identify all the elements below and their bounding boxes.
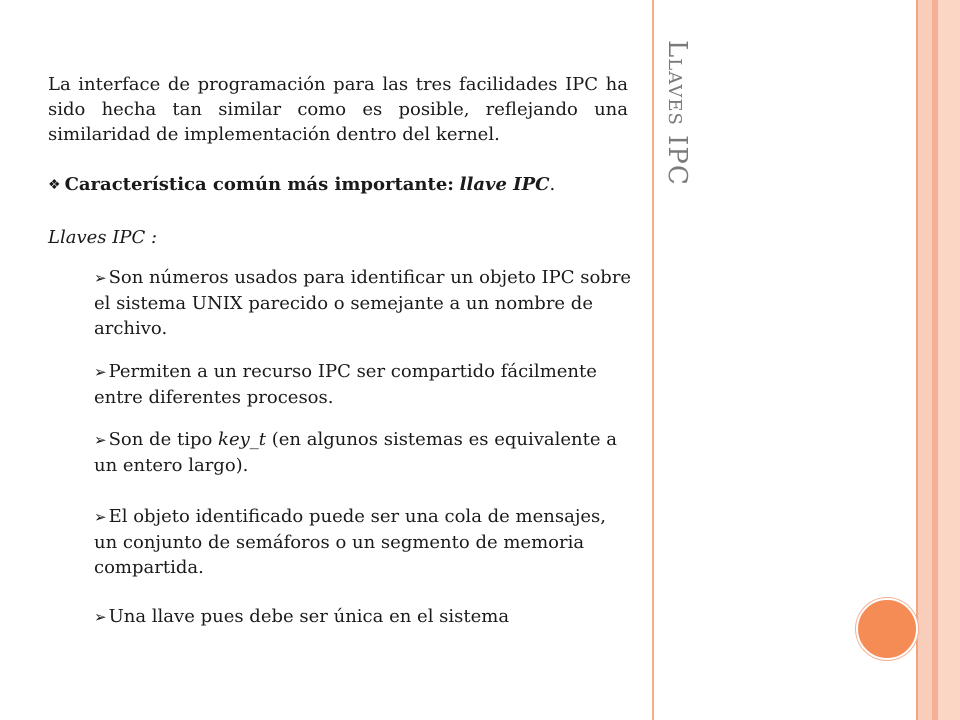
bullet-item-5	[94, 604, 634, 630]
llaves-heading: Llaves IPC :	[48, 227, 158, 248]
bullet-item-3	[94, 427, 634, 478]
bullet-text-post: (en algunos sistemas es equivalente a un entero largo).	[94, 429, 617, 476]
decor-circle	[856, 598, 918, 660]
arrow-bullet-icon: ➢	[94, 608, 107, 626]
intro-paragraph: La interface de programación para las tres facilidades IPC ha sido hecha tan similar como es posible, reflejando una similaridad de implementación dentro del kernel.	[48, 74, 628, 145]
panel-divider	[652, 0, 654, 720]
arrow-bullet-icon: ➢	[94, 508, 107, 526]
key-feature-label: Característica común más importante:	[64, 174, 454, 195]
diamond-bullet-icon: ❖	[48, 177, 61, 193]
bullet-text: Permiten a un recurso IPC ser compartido fácilmente entre diferentes procesos.	[94, 361, 597, 408]
arrow-bullet-icon: ➢	[94, 431, 107, 449]
key-feature-line	[48, 174, 555, 195]
key-feature-value: llave IPC	[459, 174, 550, 195]
arrow-bullet-icon: ➢	[94, 363, 107, 381]
bullet-text: Son números usados para identificar un objeto IPC sobre el sistema UNIX parecido o semejante a un nombre de archivo.	[94, 267, 632, 339]
key-feature-end: .	[549, 174, 556, 195]
slide-body	[48, 72, 628, 147]
bullet-text: El objeto identificado puede ser una cola de mensajes, un conjunto de semáforos o un segmento de memoria compartida.	[94, 506, 607, 578]
slide-title-text: Llaves IPC	[662, 40, 692, 186]
decor-stripe	[918, 0, 932, 720]
bullet-item-2	[94, 359, 634, 410]
bullet-text-pre: Son de tipo	[108, 429, 219, 450]
slide-title	[662, 40, 702, 240]
decor-stripe	[938, 0, 960, 720]
bullet-item-4	[94, 504, 634, 580]
bullet-item-1	[94, 265, 634, 341]
bullet-text: Una llave pues debe ser única en el sistema	[108, 606, 510, 627]
bullet-code: key_t	[218, 429, 266, 450]
arrow-bullet-icon: ➢	[94, 269, 107, 287]
